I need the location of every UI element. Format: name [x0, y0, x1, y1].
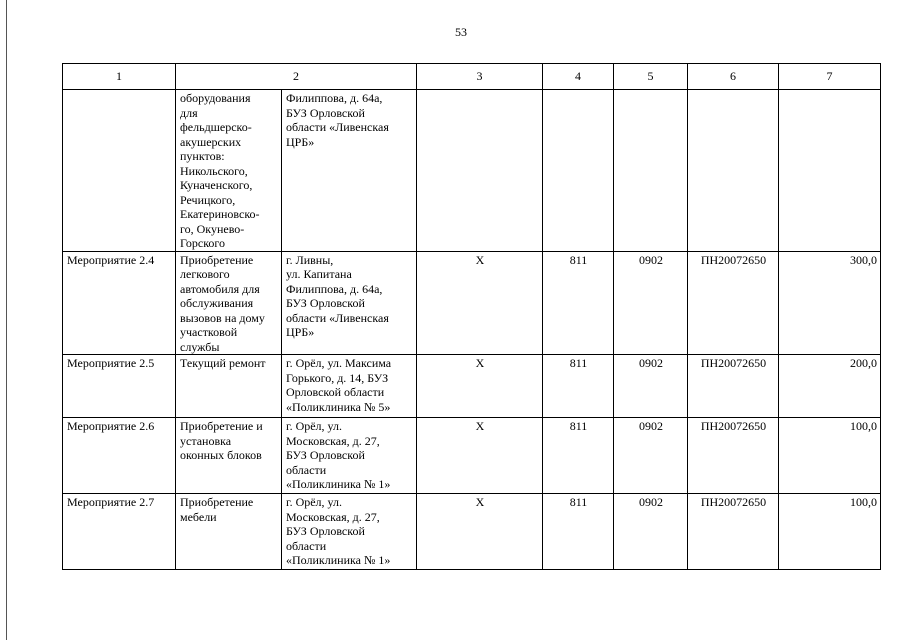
event-cell	[63, 90, 176, 252]
item-text: Текущий ремонт	[180, 356, 266, 370]
address-cell	[282, 355, 417, 418]
table-row	[63, 251, 881, 355]
item-cell	[176, 494, 282, 570]
col5-cell: 0902	[614, 494, 688, 570]
col3-cell: Х	[417, 494, 543, 570]
address-text: г. Орёл, ул. Московская, д. 27, БУЗ Орловской области «Поликлиника № 1»	[286, 419, 391, 491]
item-text: Приобретение легкового автомобиля для обслуживания вызовов на дому участковой службы	[180, 252, 265, 354]
header-col-3: 3	[417, 64, 543, 90]
header-col-7: 7	[779, 64, 881, 90]
col6-cell: ПН20072650	[688, 251, 779, 355]
address-cell	[282, 494, 417, 570]
header-col-2: 2	[176, 64, 417, 90]
col7-cell: 300,0	[779, 251, 881, 355]
header-col-5: 5	[614, 64, 688, 90]
address-text: г. Орёл, ул. Максима Горького, д. 14, БУЗ Орловской области «Поликлиника № 5»	[286, 356, 392, 414]
address-text: г. Ливны, ул. Капитана Филиппова, д. 64а, БУЗ Орловской области «Ливенская ЦРБ»	[286, 252, 389, 339]
item-text: оборудования для фельдшерско- акушерских пунктов: Никольского, Куначенского, Речицкого, Екатериновско- го, Окунево- Горского	[180, 91, 260, 250]
col5-cell: 0902	[614, 418, 688, 494]
event-cell: Мероприятие 2.7	[63, 494, 176, 570]
address-text: г. Орёл, ул. Московская, д. 27, БУЗ Орловской области «Поликлиника № 1»	[286, 495, 391, 567]
col4-cell: 811	[543, 418, 614, 494]
col6-cell: ПН20072650	[688, 494, 779, 570]
col5-cell: 0902	[614, 355, 688, 418]
item-cell	[176, 90, 282, 252]
col4-cell	[543, 90, 614, 252]
event-cell: Мероприятие 2.6	[63, 418, 176, 494]
budget-table	[62, 63, 881, 570]
header-col-4: 4	[543, 64, 614, 90]
table-row	[63, 355, 881, 418]
item-text: Приобретение и установка оконных блоков	[180, 419, 263, 462]
address-cell	[282, 90, 417, 252]
col5-cell: 0902	[614, 251, 688, 355]
event-cell: Мероприятие 2.5	[63, 355, 176, 418]
col3-cell: Х	[417, 251, 543, 355]
address-cell	[282, 418, 417, 494]
page-number: 53	[455, 25, 467, 39]
item-text: Приобретение мебели	[180, 495, 254, 524]
event-cell: Мероприятие 2.4	[63, 251, 176, 355]
col6-cell: ПН20072650	[688, 355, 779, 418]
col3-cell: Х	[417, 355, 543, 418]
address-text: Филиппова, д. 64а, БУЗ Орловской области «Ливенская ЦРБ»	[286, 91, 389, 149]
col4-cell: 811	[543, 251, 614, 355]
header-col-1: 1	[63, 64, 176, 90]
item-cell	[176, 418, 282, 494]
col3-cell: Х	[417, 418, 543, 494]
col5-cell	[614, 90, 688, 252]
table-header-row	[63, 64, 881, 90]
col7-cell	[779, 90, 881, 252]
address-cell	[282, 251, 417, 355]
col4-cell: 811	[543, 494, 614, 570]
col7-cell: 100,0	[779, 418, 881, 494]
table-row	[63, 494, 881, 570]
col6-cell	[688, 90, 779, 252]
header-col-6: 6	[688, 64, 779, 90]
col4-cell: 811	[543, 355, 614, 418]
table-row	[63, 418, 881, 494]
col7-cell: 100,0	[779, 494, 881, 570]
table-row-continuation	[63, 90, 881, 252]
col6-cell: ПН20072650	[688, 418, 779, 494]
item-cell	[176, 355, 282, 418]
col3-cell	[417, 90, 543, 252]
item-cell	[176, 251, 282, 355]
col7-cell: 200,0	[779, 355, 881, 418]
page-edge-line	[6, 0, 7, 640]
